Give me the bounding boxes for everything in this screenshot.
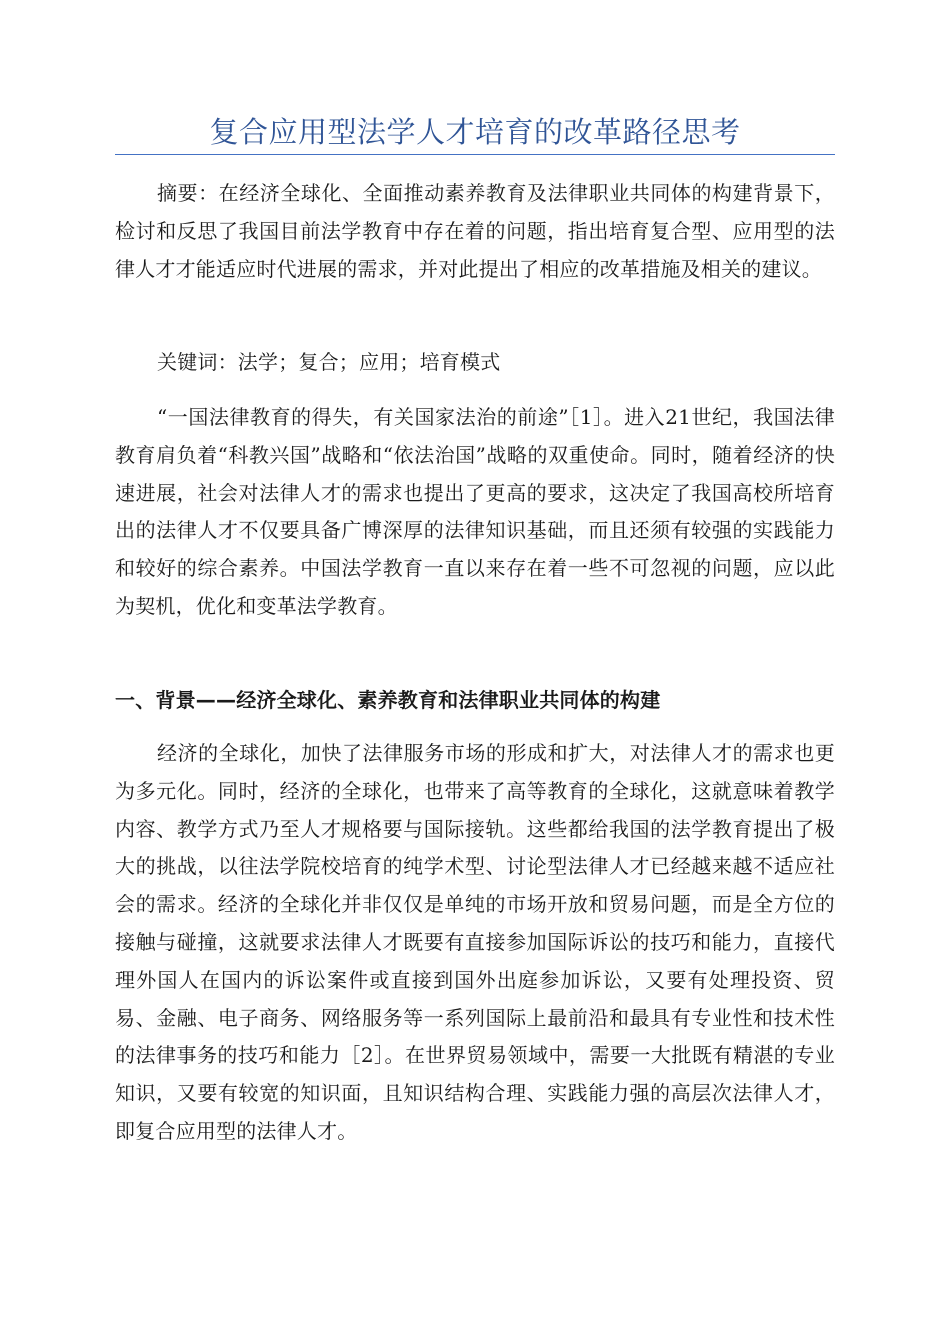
document-title: 复合应用型法学人才培育的改革路径思考: [209, 115, 741, 149]
abstract-paragraph: 摘要：在经济全球化、全面推动素养教育及法律职业共同体的构建背景下，检讨和反思了我国目前法学教育中存在着的问题，指出培育复合型、应用型的法律人才才能适应时代进展的需求，并对此提出了相应的改革措施及相关的建议。: [115, 181, 835, 281]
section-heading: 一、背景——经济全球化、素养教育和法律职业共同体的构建: [115, 688, 661, 712]
title-underline: [115, 154, 835, 155]
section-body-paragraph: 经济的全球化，加快了法律服务市场的形成和扩大，对法律人才的需求也更为多元化。同时，经济的全球化，也带来了高等教育的全球化，这就意味着教学内容、教学方式乃至人才规格要与国际接轨。这些都给我国的法学教育提出了极大的挑战，以往法学院校培育的纯学术型、讨论型法律人才已经越来越不适应社会的需求。经济的全球化并非仅仅是单纯的市场开放和贸易问题，而是全方位的接触与碰撞，这就要求法律人才既要有直接参加国际诉讼的技巧和能力，直接代理外国人在国内的诉讼案件或直接到国外出庭参加诉讼，又要有处理投资、贸易、金融、电子商务、网络服务等一系列国际上最前沿和最具有专业性和技术性的法律事务的技巧和能力［2］。在世界贸易领域中，需要一大批既有精湛的专业知识，又要有较宽的知识面，且知识结构合理、实践能力强的高层次法律人才，即复合应用型的法律人才。: [115, 741, 835, 1143]
keywords-paragraph: 关键词：法学；复合；应用；培育模式: [157, 350, 501, 374]
intro-paragraph: “一国法律教育的得失，有关国家法治的前途”［1］。进入21世纪，我国法律教育肩负着“科教兴国”战略和“依法治国”战略的双重使命。同时，随着经济的快速进展，社会对法律人才的需求也提出了更高的要求，这决定了我国高校所培育出的法律人才不仅要具备广博深厚的法律知识基础，而且还须有较强的实践能力和较好的综合素养。中国法学教育一直以来存在着一些不可忽视的问题，应以此为契机，优化和变革法学教育。: [115, 405, 835, 618]
